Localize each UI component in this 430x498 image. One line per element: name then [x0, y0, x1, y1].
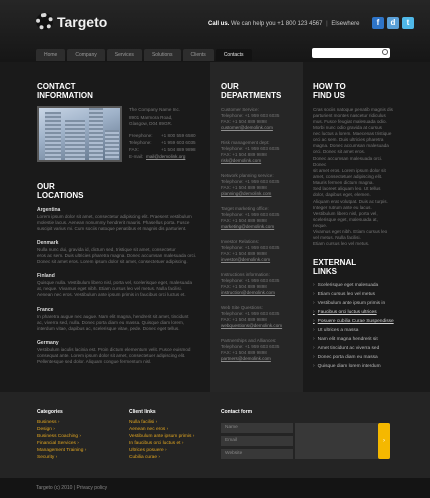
location-name: Germany: [37, 340, 59, 346]
email-field[interactable]: Email: [221, 436, 293, 446]
client-label[interactable]: Nulla facilisi: [129, 420, 155, 425]
nav-clients[interactable]: Clients: [183, 49, 214, 61]
howto-line: Vivamus eget nibh. Etiam cursus leo: [313, 229, 388, 234]
copyright: [36, 485, 107, 491]
nav-company[interactable]: Company: [67, 49, 104, 61]
department-email-link[interactable]: webquestions@demolink.com: [221, 323, 283, 328]
department-fax: FAX: +1 504 889 9898: [221, 350, 267, 355]
howto-title-line2: FIND US: [313, 91, 345, 100]
external-link[interactable]: [313, 335, 394, 344]
department-email-link[interactable]: risk@demolink.com: [221, 158, 262, 163]
external-link[interactable]: [313, 362, 394, 371]
external-link-label[interactable]: Amet tincidunt ac viverra sed: [317, 346, 380, 351]
client-label[interactable]: In faucibus orci luctus et: [129, 441, 181, 446]
nav-home[interactable]: Home: [36, 49, 65, 61]
dot-icon: ›: [77, 441, 79, 446]
arrow-icon: ›: [313, 336, 315, 342]
location-line: Quisque nulla. Vestibulum libero nisl, porta vel, scelerisque eget, malesuada: [37, 280, 192, 285]
location-line: Lorem ipsum dolor sit amet, consectetur adipiscing elit. Praesent vestibulum: [37, 214, 192, 219]
category-label[interactable]: Business: [37, 420, 57, 425]
location-line: Pellentesque sed dolor. Aliquam congue fermentum nisl.: [37, 359, 152, 364]
location-name: Finland: [37, 273, 55, 279]
nav-contacts[interactable]: Contacts: [216, 49, 252, 61]
telephone-label: Telephone:: [129, 140, 152, 145]
separator: |: [73, 485, 76, 491]
client-link[interactable]: [129, 447, 194, 454]
location-text: [37, 347, 207, 365]
departments-title-line2: DEPARTMENTS: [221, 91, 282, 100]
client-links-title: Client links: [129, 409, 156, 415]
howto-line: mus. Fusce feugiat malesuada odio.: [313, 119, 387, 124]
location-line: Vestibulum iaculis lacinia est. Proin dictum elementum velit. Fusce euismod: [37, 347, 191, 352]
dot-icon: ›: [53, 427, 55, 432]
location-line: Nulla nunc dui, gravida id, dictum sed, tristique sit amet, consectetur: [37, 247, 176, 252]
email-label: E-mail:: [129, 154, 144, 159]
department-fax: FAX: +1 504 889 9898: [221, 185, 267, 190]
contact-title: [37, 82, 93, 100]
privacy-policy-link[interactable]: Privacy policy: [76, 485, 108, 491]
department-name: Network planning service:: [221, 173, 274, 178]
twitter-icon[interactable]: t: [402, 17, 414, 29]
category-link[interactable]: [37, 426, 86, 433]
external-link[interactable]: [313, 299, 394, 308]
freephone-value: +1 800 559 6580: [161, 133, 196, 138]
department-block: [221, 206, 279, 230]
copyright-text: Targeto (c) 2010: [36, 485, 73, 491]
contact-title-line1: CONTACT: [37, 82, 76, 91]
nav-services[interactable]: Services: [107, 49, 142, 61]
contact-address1: 8901 Marmora Road,: [129, 115, 173, 120]
dot-icon: ›: [55, 455, 58, 460]
howto-line: nec luctus a lorem. Maecenas tristique: [313, 131, 392, 136]
external-title-line1: EXTERNAL: [313, 258, 357, 267]
logo-text: Targeto: [57, 13, 108, 30]
arrow-icon: ›: [313, 291, 315, 297]
category-link[interactable]: [37, 447, 86, 454]
howto-paragraph: [313, 107, 393, 155]
department-block: [221, 173, 279, 197]
category-label[interactable]: Management Training: [37, 448, 84, 453]
department-name: Investor Relations:: [221, 239, 260, 244]
call-label: Call us.: [208, 21, 230, 27]
category-label[interactable]: Financial Services: [37, 441, 76, 446]
howto-line: Sed laoreet aliquam leo. Ut tellus: [313, 186, 381, 191]
howto-line: Aliquam erat volutpat. Duis ac turpis.: [313, 199, 388, 204]
department-block: [221, 305, 282, 329]
department-block: [221, 272, 279, 296]
call-text: We can help you +1 800 123 4567: [231, 21, 323, 27]
departments-title-line1: OUR: [221, 82, 239, 91]
location-line: suscipit varius mi. Cum sociis natoque penatibus et magnis dis parturient.: [37, 226, 187, 231]
howto-title-line1: HOW TO: [313, 82, 346, 91]
external-link-label[interactable]: Scelerisque eget malesuada: [317, 283, 379, 288]
department-name: Instructions information:: [221, 272, 270, 277]
client-links-list: [129, 419, 194, 461]
locations-title-line2: LOCATIONS: [37, 191, 84, 200]
howto-line: scelerisque eget, malesuada at, neque.: [313, 217, 378, 228]
arrow-icon: ›: [313, 282, 315, 288]
external-links-title: [313, 258, 356, 276]
external-link-label[interactable]: Donec porta diam eu massa: [317, 355, 378, 360]
client-link[interactable]: [129, 426, 194, 433]
department-block: [221, 140, 279, 164]
external-link[interactable]: [313, 326, 394, 335]
location-text: [37, 280, 207, 298]
external-title-line2: LINKS: [313, 267, 337, 276]
header: [0, 0, 430, 62]
howto-line: Morbi nunc odio gravida at cursus: [313, 125, 382, 130]
client-link[interactable]: [129, 419, 194, 426]
dot-icon: ›: [79, 434, 82, 439]
location-name: Argentina: [37, 207, 61, 213]
elsewhere-label: Elsewhere: [331, 21, 360, 27]
dot-icon: ›: [158, 455, 160, 460]
contact-title-line2: INFORMATION: [37, 91, 93, 100]
department-name: Target marketing office:: [221, 206, 269, 211]
arrow-icon: ›: [313, 318, 315, 324]
categories-title: Categories: [37, 409, 63, 415]
external-link[interactable]: [313, 344, 394, 353]
category-link[interactable]: [37, 419, 86, 426]
category-link[interactable]: [37, 440, 86, 447]
external-link[interactable]: [313, 281, 394, 290]
submit-button[interactable]: ›: [378, 423, 390, 459]
howto-line: Etiam cursus leo vel metus.: [313, 241, 370, 246]
howto-line: Cras sociis natoque penatib magnis dis: [313, 107, 393, 112]
department-tel: Telephone: +1 959 603 6035: [221, 212, 280, 217]
howto-line: parturient montes nascetur ridiculus: [313, 113, 386, 118]
location-line: ac, viverra sed, nulla. Donec porta diam eu massa. Quisque diam lorem,: [37, 320, 185, 325]
location-line: Aenean nec eros. Vestibulum ante ipsum primis in faucibus orci luctus et.: [37, 292, 186, 297]
nav-solutions[interactable]: Solutions: [144, 49, 181, 61]
howto-line: Donec accumsan malesuada orci. Donec: [313, 156, 383, 167]
external-link[interactable]: [313, 290, 394, 299]
external-link-label[interactable]: Faucibus orci luctus ultrices: [317, 310, 377, 315]
department-block: [221, 338, 279, 362]
arrow-icon: ›: [313, 309, 315, 315]
arrow-icon: ›: [313, 345, 315, 351]
category-link[interactable]: [37, 433, 86, 440]
arrow-icon: ›: [313, 327, 315, 333]
location-name: France: [37, 307, 54, 313]
department-tel: Telephone: +1 959 603 6035: [221, 278, 280, 283]
logo[interactable]: [36, 13, 107, 30]
external-link-label[interactable]: Vestibulum ante ipsum primis in: [317, 301, 386, 306]
external-link-label[interactable]: Etiam cursus leo vel metus: [317, 292, 375, 297]
search-icon[interactable]: [382, 49, 388, 55]
department-fax: FAX: +1 504 889 9898: [221, 218, 267, 223]
client-label[interactable]: Vestibulum ante ipsum primis: [129, 434, 192, 439]
main-nav: [36, 49, 252, 61]
arrow-icon: ›: [313, 363, 315, 369]
dot-icon: ›: [192, 434, 195, 439]
howto-title: [313, 82, 346, 100]
telephone-value: +1 959 603 6035: [161, 140, 196, 145]
howto-line: dolor, dapibus eget, elemen.: [313, 192, 371, 197]
department-fax: FAX: +1 504 889 9898: [221, 152, 267, 157]
client-label[interactable]: Ultrices posuere: [129, 448, 164, 453]
freephone-label: Freephone:: [129, 133, 153, 138]
locations-title-line1: OUR: [37, 182, 55, 191]
email-link[interactable]: [146, 154, 185, 160]
external-link[interactable]: [313, 308, 394, 317]
website-field[interactable]: Website: [221, 449, 293, 459]
department-email-link[interactable]: investor@demolink.com: [221, 257, 271, 262]
client-link[interactable]: [129, 440, 194, 447]
external-link-label[interactable]: Ut ultrices a massa: [317, 328, 359, 333]
department-name: Customer Service:: [221, 107, 259, 112]
email-link-text[interactable]: mail@demolink.org: [146, 154, 186, 159]
call-us: [208, 21, 359, 27]
department-fax: FAX: +1 504 889 9898: [221, 317, 267, 322]
dot-icon: ›: [155, 420, 158, 425]
separator: |: [326, 21, 328, 27]
howto-line: orci ac sem. Duis ultricies pharetra: [313, 137, 384, 142]
howto-line: orci. Donec sit amet eros.: [313, 149, 366, 154]
dot-icon: ›: [84, 448, 87, 453]
dot-icon: ›: [165, 448, 167, 453]
external-link-label[interactable]: Nam elit magna hendrerit sit: [317, 337, 378, 342]
contact-company: The Company Name Inc.: [129, 107, 181, 112]
location-text: [37, 314, 207, 332]
department-name: Partnerships and Alliances:: [221, 338, 277, 343]
department-tel: Telephone: +1 959 603 6035: [221, 146, 280, 151]
location-line: interdum vitae, dapibus ac, scelerisque vitae, pede. Donec eget tellus.: [37, 326, 180, 331]
location-line: consequat ante. Lorem ipsum dolor sit amet, consectetuer adipiscing elit.: [37, 353, 186, 358]
howto-paragraph: [313, 199, 393, 247]
department-block: [221, 107, 279, 131]
dot-icon: ›: [166, 427, 169, 432]
contact-address2: Glasgow, D04 89GR.: [129, 121, 173, 126]
dot-icon: ›: [181, 441, 184, 446]
location-line: Donec sit amet eros. Lorem ipsum dolor sit amet, consectetuer adipiscing.: [37, 259, 188, 264]
search-input[interactable]: [312, 48, 390, 58]
category-link[interactable]: [37, 454, 86, 461]
external-link[interactable]: [313, 317, 394, 326]
arrow-icon: ›: [313, 300, 315, 306]
location-line: at, neque. Vivamus eget nibh. Etiam cursus leo vel metus. Nulla facilisi.: [37, 286, 182, 291]
department-block: [221, 239, 279, 263]
office-building-image: [37, 106, 122, 162]
department-name: Web Site Questions:: [221, 305, 263, 310]
howto-line: amet, consectetuer adipiscing elit.: [313, 174, 383, 179]
bottom-bar: [0, 478, 430, 498]
department-email-link[interactable]: instruction@demolink.com: [221, 290, 275, 295]
client-link[interactable]: [129, 433, 194, 440]
howto-paragraph: [313, 156, 393, 198]
external-link-label[interactable]: Quisque diam lorem interdum: [317, 364, 381, 369]
arrow-icon: ›: [313, 354, 315, 360]
department-tel: Telephone: +1 959 603 6035: [221, 179, 280, 184]
locations-title: [37, 182, 84, 200]
howto-line: sit amet eros. Lorem ipsum dolor sit: [313, 168, 386, 173]
location-line: molestie lacus. Aenean nonummy hendrerit mauris. Phasellus porta. Fusce: [37, 220, 190, 225]
client-label[interactable]: Cubilia curae: [129, 455, 157, 460]
message-field[interactable]: [295, 423, 390, 459]
fax-label: FAX:: [129, 147, 139, 152]
external-links-list: [313, 281, 394, 371]
department-name: Risk management dept:: [221, 140, 270, 145]
howto-line: Mauris fermen dictum magna.: [313, 180, 374, 185]
category-label[interactable]: Business Coaching: [37, 434, 79, 439]
department-email-link[interactable]: partners@demolink.com: [221, 356, 271, 361]
category-label[interactable]: Design: [37, 427, 52, 432]
department-tel: Telephone: +1 959 603 6035: [221, 311, 280, 316]
department-fax: FAX: +1 504 889 9898: [221, 119, 267, 124]
department-tel: Telephone: +1 959 603 6035: [221, 113, 280, 118]
department-fax: FAX: +1 504 889 9898: [221, 251, 267, 256]
category-label[interactable]: Security: [37, 455, 55, 460]
client-link[interactable]: [129, 454, 194, 461]
categories-list: [37, 419, 86, 461]
social-links: [372, 17, 414, 29]
delicious-icon[interactable]: d: [387, 17, 399, 29]
fax-value: +1 504 889 9898: [161, 147, 196, 152]
location-text: [37, 214, 207, 232]
location-line: In pharetra augue nec augue. Nam elit magna, hendrerit sit amet, tincidunt: [37, 314, 189, 319]
department-tel: Telephone: +1 959 603 6035: [221, 245, 280, 250]
howto-line: vel metus. Nulla facilisi.: [313, 235, 361, 240]
dot-icon: ›: [57, 420, 60, 425]
department-tel: Telephone: +1 959 603 6035: [221, 344, 280, 349]
flickr-icon[interactable]: f: [372, 17, 384, 29]
external-link[interactable]: [313, 353, 394, 362]
name-field[interactable]: Name: [221, 423, 293, 433]
howto-line: Integer rutrum ante eu lacus.: [313, 205, 372, 210]
contact-form-title: Contact form: [221, 409, 253, 415]
howto-line: magna. Donec accumsan malesuada: [313, 143, 389, 148]
location-line: eros ac sem. Duis ultricies pharetra magna. Donec accumsan malesuada orci.: [37, 253, 197, 258]
departments-title: [221, 82, 281, 100]
external-link-label[interactable]: Posuere cubilia Curae Suspendisse: [317, 319, 394, 324]
department-email-link[interactable]: marketing@demolink.com: [221, 224, 275, 229]
department-email-link[interactable]: planning@demolink.com: [221, 191, 272, 196]
department-email-link[interactable]: customer@demolink.com: [221, 125, 273, 130]
location-name: Denmark: [37, 240, 59, 246]
howto-line: Vestibulum libero nisl, porta vel,: [313, 211, 378, 216]
location-text: [37, 247, 207, 265]
client-label[interactable]: Aenean nec eros: [129, 427, 166, 432]
department-fax: FAX: +1 504 889 9898: [221, 284, 267, 289]
gear-logo-icon: [36, 13, 53, 30]
